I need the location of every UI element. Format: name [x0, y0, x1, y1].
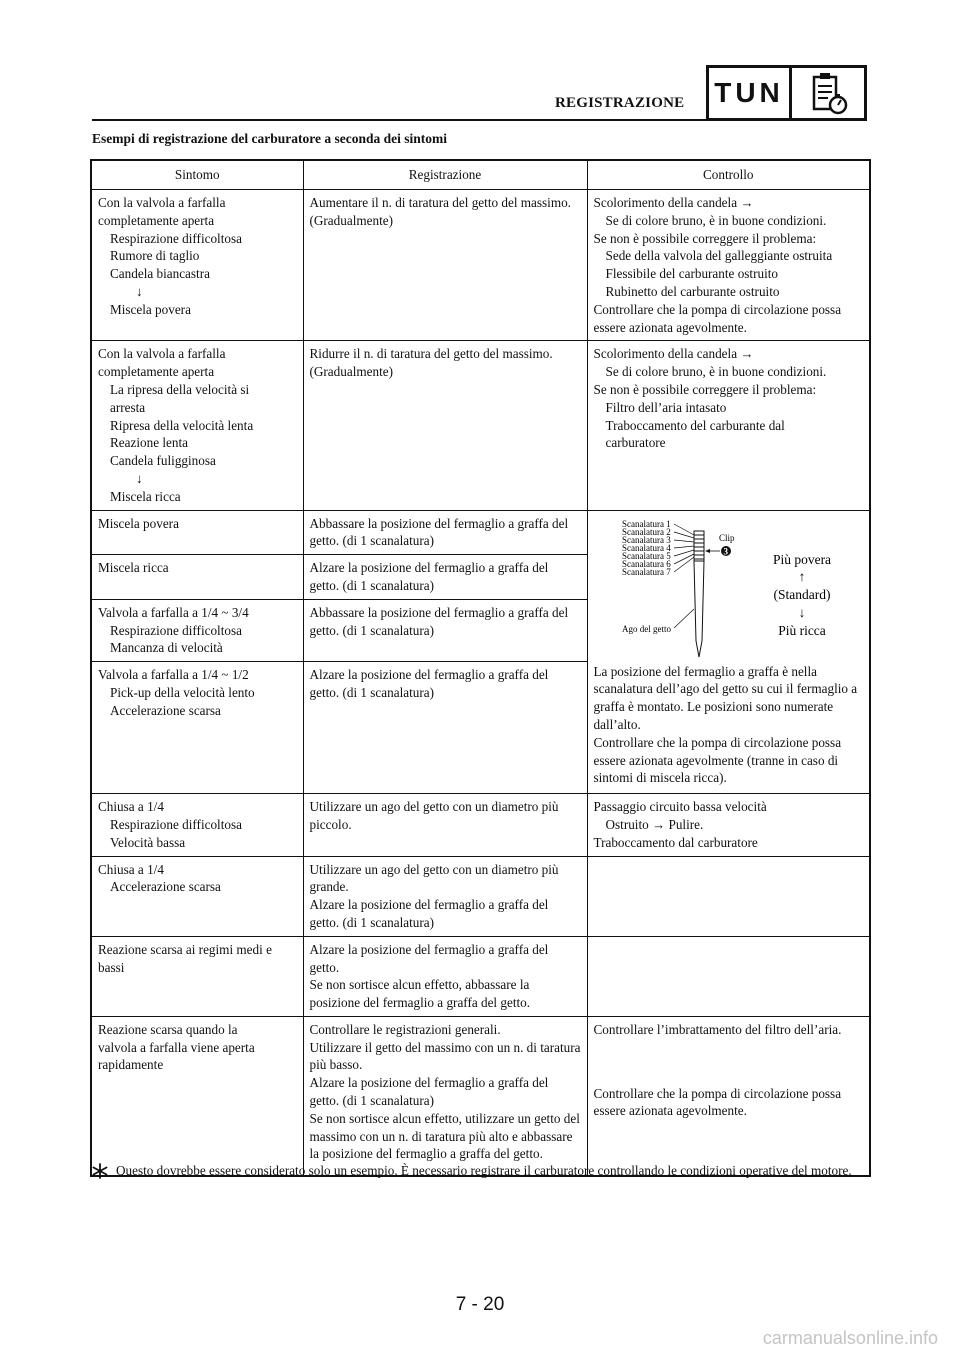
needle-label: Ago del getto: [621, 623, 671, 634]
header-rule: [92, 119, 706, 121]
tun-badge: TUN: [706, 65, 792, 121]
groove-label: Scanalatura 3: [621, 534, 671, 545]
cell-controllo: Controllare l’imbrattamento del filtro dell’aria. Controllare che la pompa di circolazione possa essere azionata agevolmente.: [587, 1016, 870, 1176]
table-row: [91, 936, 870, 1016]
jet-needle: [694, 531, 704, 657]
cell-controllo: Passaggio circuito bassa velocità Ostruito → Pulire. Traboccamento dal carburatore: [587, 794, 870, 856]
jet-needle-diagram: [588, 511, 871, 661]
down-arrow-icon: ↓: [136, 470, 143, 486]
cell-registrazione: Ridurre il n. di taratura del getto del massimo. (Gradualmente): [303, 341, 587, 510]
cell-registrazione: Alzare la posizione del fermaglio a graffa del getto. (di 1 scanalatura): [303, 662, 587, 794]
cell-controllo-empty: [587, 856, 870, 936]
page-number: 7 - 20: [455, 1294, 505, 1315]
cell-registrazione: Abbassare la posizione del fermaglio a graffa del getto. (di 1 scanalatura): [303, 510, 587, 555]
cell-sintomo: Chiusa a 1/4 Respirazione difficoltosa Velocità bassa: [91, 794, 303, 856]
table-row: [91, 510, 870, 555]
cell-sintomo: Con la valvola a farfalla completamente aperta La ripresa della velocità si arresta Ripresa della velocità lenta Reazione lenta Candela fuligginosa ↓ Miscela ricca: [91, 341, 303, 510]
cell-registrazione: Alzare la posizione del fermaglio a graffa del getto. (di 1 scanalatura): [303, 555, 587, 600]
table-row: [91, 856, 870, 936]
cell-sintomo: Reazione scarsa ai regimi medi e bassi: [91, 936, 303, 1016]
groove-labels: [622, 519, 671, 577]
mixture-scale: [772, 552, 830, 638]
cell-registrazione: Aumentare il n. di taratura del getto del massimo. (Gradualmente): [303, 190, 587, 341]
asterisk-star-icon: [92, 1163, 108, 1179]
column-header-controllo: Controllo: [587, 160, 870, 190]
cell-sintomo: Con la valvola a farfalla completamente aperta Respirazione difficoltosa Rumore di taglio Candela biancastra ↓ Miscela povera: [91, 190, 303, 341]
down-arrow-icon: ↓: [798, 604, 805, 620]
groove-label: Scanalatura 4: [621, 542, 671, 553]
footnote-text: Questo dovrebbe essere considerato solo un esempio. È necessario registrare il carburatore controllando le condizioni operative del motore.: [116, 1163, 852, 1178]
cell-registrazione: Utilizzare un ago del getto con un diametro più grande. Alzare la posizione del fermaglio a graffa del getto. (di 1 scanalatura): [303, 856, 587, 936]
table-header-row: [91, 160, 870, 190]
watermark: carmanualsonline.info: [762, 1328, 938, 1348]
down-arrow-icon: ↓: [136, 283, 143, 299]
document-title: Esempi di registrazione del carburatore a seconda dei sintomi: [92, 131, 447, 146]
groove-label: Scanalatura 2: [621, 526, 671, 537]
cell-sintomo: Miscela povera: [91, 510, 303, 555]
tuning-table: [90, 159, 871, 1177]
groove-label: Scanalatura 5: [621, 550, 671, 561]
leaner-label: Più povera: [772, 551, 831, 567]
cell-sintomo: Chiusa a 1/4 Accelerazione scarsa: [91, 856, 303, 936]
clipboard-stopwatch-icon: [789, 65, 867, 121]
diagram-note: La posizione del fermaglio a graffa è nella scanalatura dell’ago del getto su cui il fermaglio a graffa è montato. Le posizioni sono numerate dall’alto.: [593, 663, 858, 732]
cell-controllo-empty: [587, 936, 870, 1016]
section-title: REGISTRAZIONE: [555, 95, 685, 111]
table-row: [91, 794, 870, 856]
cell-registrazione: Controllare le registrazioni generali. Utilizzare il getto del massimo con un n. di taratura più basso. Alzare la posizione del fermaglio a graffa del getto. (di 1 scanalatura) Se non sortisce alcun effetto, utilizzare un getto del massimo con un n. di taratura più alto e abbassare la posizione del fermaglio a graffa del getto.: [303, 1016, 587, 1176]
table-row: [91, 190, 870, 341]
clip-label: Clip: [718, 532, 735, 543]
cell-sintomo: Valvola a farfalla a 1/4 ~ 1/2 Pick-up della velocità lento Accelerazione scarsa: [91, 662, 303, 794]
up-arrow-icon: ↑: [798, 568, 805, 584]
clip-number: 3: [723, 546, 728, 557]
cell-registrazione: Utilizzare un ago del getto con un diametro più piccolo.: [303, 794, 587, 856]
cell-sintomo: Valvola a farfalla a 1/4 ~ 3/4 Respirazione difficoltosa Mancanza di velocità: [91, 599, 303, 661]
cell-controllo: Scolorimento della candela → Se di colore bruno, è in buone condizioni. Se non è possibile correggere il problema: Filtro dell’aria intasato Traboccamento del carburante dal carburatore: [587, 341, 870, 510]
diagram-note-pump: Controllare che la pompa di circolazione possa essere azionata agevolmente (tranne in caso di sintomi di miscela ricca).: [593, 734, 842, 786]
cell-registrazione: Abbassare la posizione del fermaglio a graffa del getto. (di 1 scanalatura): [303, 599, 587, 661]
table-row: [91, 341, 870, 510]
cell-controllo: Scolorimento della candela → Se di colore bruno, è in buone condizioni. Se non è possibile correggere il problema: Sede della valvola del galleggiante ostruita Flessibile del carburante ostruito Rubinetto del carburante ostruito Controllare che la pompa di circolazione possa essere azionata agevolmente.: [587, 190, 870, 341]
cell-controllo-diagram: [587, 510, 870, 794]
richer-label: Più ricca: [777, 622, 826, 638]
table-row: [91, 1016, 870, 1176]
groove-label: Scanalatura 1: [621, 518, 671, 529]
column-header-sintomo: Sintomo: [91, 160, 303, 190]
groove-label: Scanalatura 7: [621, 566, 671, 577]
cell-sintomo: Reazione scarsa quando la valvola a farfalla viene aperta rapidamente: [91, 1016, 303, 1176]
cell-registrazione: Alzare la posizione del fermaglio a graffa del getto. Se non sortisce alcun effetto, abbassare la posizione del fermaglio a graffa del getto.: [303, 936, 587, 1016]
groove-label: Scanalatura 6: [621, 558, 671, 569]
standard-label: (Standard): [773, 586, 830, 602]
cell-sintomo: Miscela ricca: [91, 555, 303, 600]
column-header-registrazione: Registrazione: [303, 160, 587, 190]
